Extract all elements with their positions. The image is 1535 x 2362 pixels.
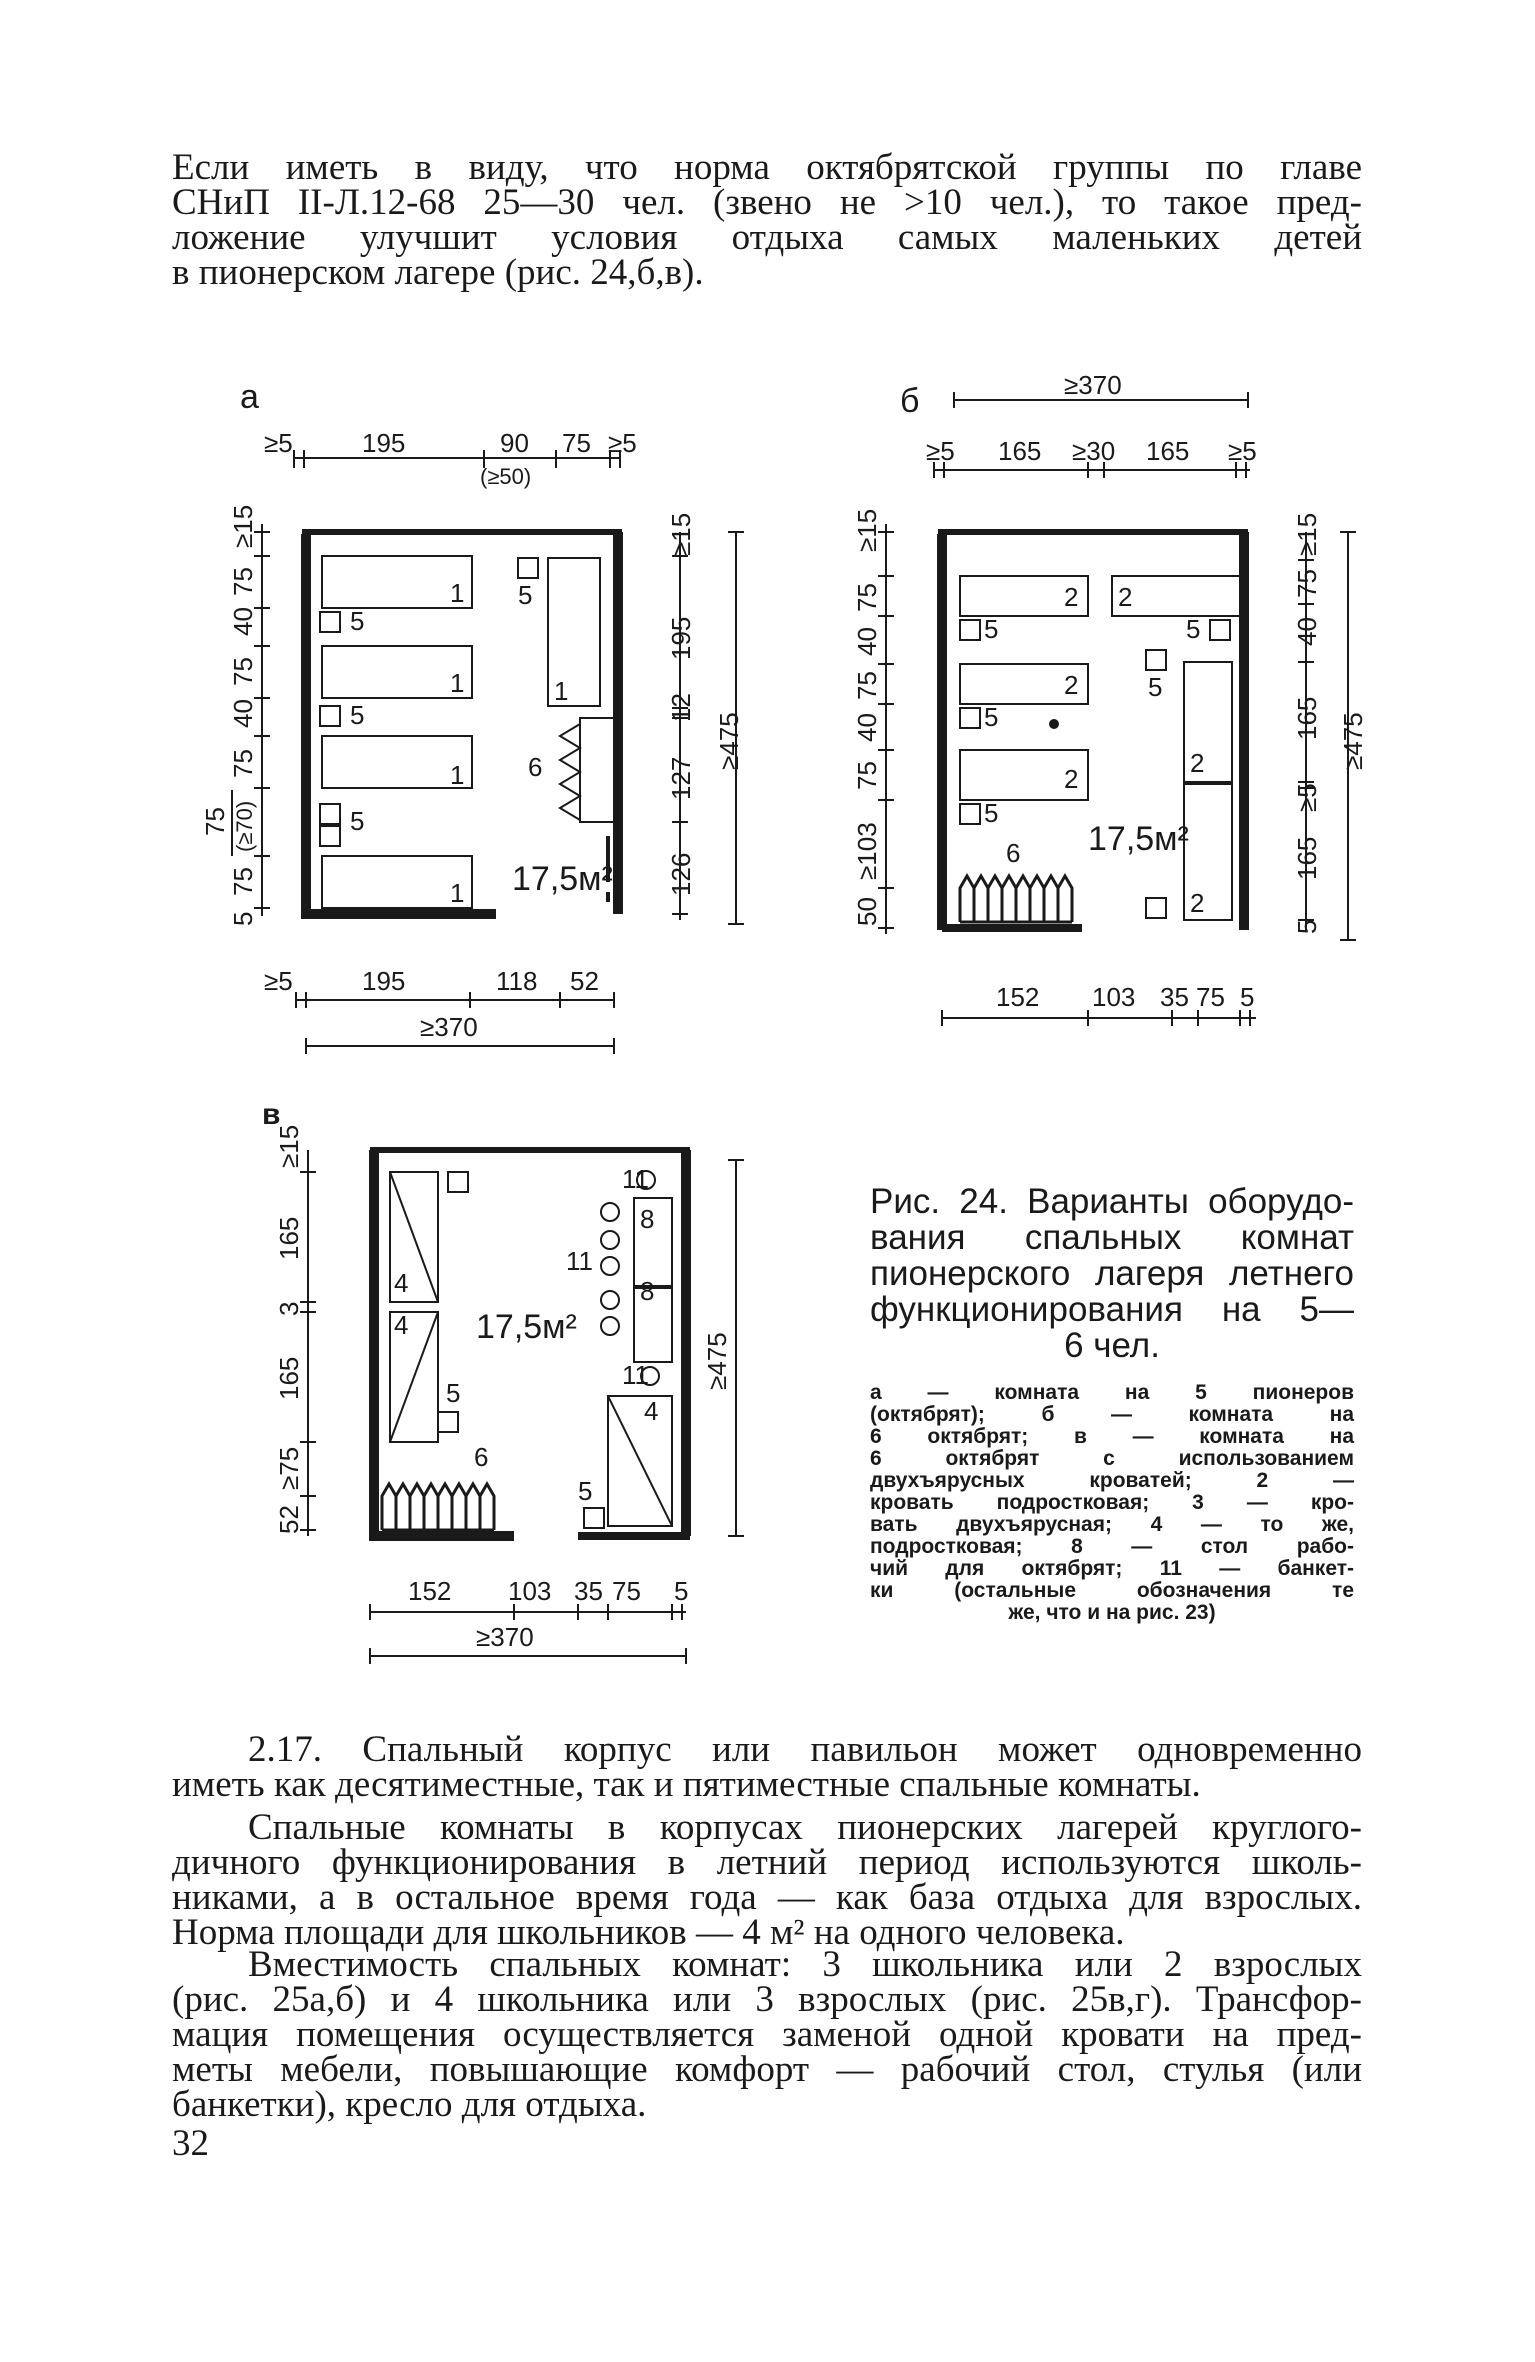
- text-line: банкетки), кресло для отдыха.: [172, 2084, 647, 2125]
- dim-label: ≥30: [1072, 436, 1116, 466]
- dim-label: 75: [1196, 982, 1225, 1012]
- dim-label: 152: [408, 1576, 452, 1606]
- item-number: 5: [984, 614, 999, 644]
- text-line: Норма площади для школьников — 4 м² на одного человека.: [172, 1912, 1125, 1953]
- dim-label: 75: [228, 657, 258, 686]
- dim-label: 40: [228, 699, 258, 728]
- figure-caption: [870, 1184, 1354, 1624]
- nightstand-icon: [448, 1172, 468, 1192]
- item-number: 11: [622, 1164, 649, 1194]
- item-number: 5: [350, 606, 365, 636]
- text-line: иметь как десятиместные, так и пятиместные спальные комнаты.: [172, 1764, 1201, 1805]
- dim-label: ≥15: [666, 512, 696, 556]
- dim-label: 195: [362, 428, 406, 458]
- dim-label: ≥75: [274, 1446, 304, 1490]
- dim-label: 75: [852, 583, 882, 612]
- caption-line: 6 чел.: [1064, 1326, 1160, 1365]
- dim-label: ≥5: [264, 966, 293, 996]
- item-number: 6: [1006, 838, 1021, 868]
- nightstand-icon: [320, 706, 340, 726]
- dim-label: 75: [852, 761, 882, 790]
- dim-label: ≥15: [1292, 512, 1322, 556]
- note-line: а — комната на 5 пионеров: [870, 1381, 1354, 1404]
- note-line: 6 октябрят с использованием: [870, 1447, 1354, 1470]
- caption-line: пионерского лагеря летнего: [870, 1254, 1354, 1293]
- item-number: 5: [446, 1378, 461, 1408]
- dim-label: 165: [274, 1216, 304, 1260]
- stool-icon: [601, 1231, 619, 1249]
- item-number: 2: [1064, 670, 1079, 700]
- dim-label: ≥5: [926, 436, 955, 466]
- nightstand-icon: [1146, 650, 1166, 670]
- nightstand-icon: [320, 804, 340, 824]
- item-number: 1: [450, 578, 465, 608]
- dim-label: 5: [674, 1576, 689, 1606]
- dim-label: 3: [274, 1301, 304, 1316]
- nightstand-icon: [320, 612, 340, 632]
- caption-title: [870, 1184, 1354, 1364]
- dim-label: 75: [228, 567, 258, 596]
- item-number: 11: [622, 1360, 649, 1390]
- text-line: мация помещения осуществляется заменой одной кровати на пред-: [172, 2014, 1362, 2055]
- text-line: меты мебели, повышающие комфорт — рабочий стол, стулья (или: [172, 2049, 1362, 2090]
- dim-label: 152: [996, 982, 1040, 1012]
- dim-label: ≥370: [420, 1012, 478, 1042]
- plan-b-label: б: [900, 382, 920, 420]
- note-line: подростковая; 8 — стол рабо-: [870, 1535, 1354, 1558]
- dim-label: ≥475: [1338, 712, 1368, 770]
- dim-label: 103: [1092, 982, 1136, 1012]
- note-line: вать двухъярусная; 4 — то же,: [870, 1513, 1354, 1536]
- dim-label: ≥5: [1228, 436, 1257, 466]
- text-line: (рис. 25а,б) и 4 школьника или 3 взрослых (рис. 25в,г). Трансфор-: [172, 1979, 1362, 2020]
- note-line: чий для октябрят; 11 — банкет-: [870, 1557, 1354, 1580]
- area-label: 17,5м²: [1088, 820, 1189, 858]
- item-number: 2: [1064, 582, 1079, 612]
- dim-label: 165: [1292, 696, 1322, 740]
- dim-label: (≥50): [480, 464, 532, 489]
- nightstand-icon: [960, 620, 980, 640]
- item-number: 1: [450, 878, 465, 908]
- dim-label: ≥370: [476, 1622, 534, 1652]
- nightstand-icon: [584, 1508, 604, 1528]
- dim-label: 195: [666, 616, 696, 660]
- stool-icon: [601, 1317, 619, 1335]
- nightstand-icon: [1210, 620, 1230, 640]
- item-number: 6: [528, 752, 543, 782]
- item-number: 5: [1186, 614, 1201, 644]
- dim-label: 40: [228, 607, 258, 636]
- item-number: 5: [984, 702, 999, 732]
- nightstand-icon: [1146, 898, 1166, 918]
- section-2-17: [172, 1729, 1362, 1805]
- item-number: 2: [1064, 764, 1079, 794]
- dim-label: ≥5: [608, 428, 637, 458]
- item-number: 5: [350, 806, 365, 836]
- text-line: дичного функционирования в летний период используются школь-: [172, 1842, 1362, 1883]
- text-line: Если иметь в виду, что норма октябрятской группы по главе: [172, 147, 1362, 188]
- note-line: кровать подростковая; 3 — кро-: [870, 1491, 1354, 1514]
- dim-label: 52: [274, 1505, 304, 1534]
- item-number: 11: [566, 1246, 593, 1276]
- dim-label: 127: [666, 756, 696, 800]
- dim-label: 5: [228, 911, 258, 926]
- dim-label: ≥15: [274, 1124, 304, 1168]
- dim-label: 35: [1160, 982, 1189, 1012]
- paragraph-2: [172, 1807, 1362, 1953]
- stool-icon: [601, 1291, 619, 1309]
- item-number: 4: [394, 1268, 409, 1298]
- dim-label: 165: [1292, 836, 1322, 880]
- dim-label: ≥15: [852, 508, 882, 552]
- text-line: 2.17. Спальный корпус или павильон может одновременно: [248, 1729, 1362, 1770]
- dim-label: 40: [852, 627, 882, 656]
- caption-notes: [870, 1382, 1354, 1624]
- dim-label: ≥5: [1292, 783, 1322, 812]
- dim-label: 35: [574, 1576, 603, 1606]
- dim-label: 165: [274, 1356, 304, 1400]
- dim-label: 50: [852, 897, 882, 926]
- dim-label: 75: [1292, 569, 1322, 598]
- caption-line: вания спальных комнат: [870, 1218, 1354, 1257]
- item-number: 8: [640, 1276, 655, 1306]
- note-line: 6 октябрят; в — комната на: [870, 1425, 1354, 1448]
- dim-label: 40: [852, 713, 882, 742]
- page-number: 32: [172, 2123, 209, 2164]
- dim-label: 40: [1292, 617, 1322, 646]
- dim-label: 52: [570, 966, 599, 996]
- text-line: никами, а в остальное время года — как база отдыха для взрослых.: [172, 1877, 1362, 1918]
- dim-label: 5: [1240, 982, 1255, 1012]
- nightstand-icon: [518, 558, 538, 578]
- dim-label: 165: [998, 436, 1042, 466]
- plan-v-label: в: [262, 1098, 281, 1131]
- text-line: СНиП II-Л.12-68 25—30 чел. (звено не >10 чел.), то такое пред-: [172, 182, 1362, 223]
- dim-label: 118: [496, 966, 538, 996]
- item-number: 6: [474, 1442, 489, 1472]
- text-line: Вместимость спальных комнат: 3 школьника или 2 взрослых: [248, 1944, 1362, 1985]
- dim-label: 12: [666, 693, 696, 722]
- area-label: 17,5м²: [512, 860, 613, 898]
- text-line: Спальные комнаты в корпусах пионерских лагерей круглого-: [248, 1807, 1362, 1848]
- dim-label: 75: [612, 1576, 641, 1606]
- caption-line: функционирования на 5—: [870, 1290, 1354, 1329]
- dim-label: (≥70): [232, 800, 257, 852]
- item-number: 5: [1148, 672, 1163, 702]
- item-number: 1: [450, 668, 465, 698]
- nightstand-icon: [320, 826, 340, 846]
- item-number: 1: [554, 676, 569, 706]
- dim-label: 75: [562, 428, 591, 458]
- dim-label: ≥370: [1064, 370, 1122, 400]
- item-number: 4: [644, 1396, 659, 1426]
- dim-label: ≥5: [264, 428, 293, 458]
- dim-label: ≥475: [702, 1332, 732, 1390]
- dim-label: 103: [508, 1576, 552, 1606]
- nightstand-icon: [960, 804, 980, 824]
- item-number: 5: [984, 798, 999, 828]
- note-line: двухъярусных кроватей; 2 —: [870, 1469, 1354, 1492]
- dim-label: 75: [228, 749, 258, 778]
- dim-label: 5: [1292, 919, 1322, 934]
- dim-label: 75: [228, 867, 258, 896]
- plan-b: [878, 392, 1356, 1026]
- dim-label: ≥15: [228, 504, 258, 548]
- note-line: (октябрят); б — комната на: [870, 1403, 1354, 1426]
- dim-label: 195: [362, 966, 406, 996]
- dim-label: 75: [852, 671, 882, 700]
- item-number: 5: [350, 700, 365, 730]
- dim-label: 90: [500, 428, 529, 458]
- item-number: 2: [1190, 888, 1205, 918]
- stool-icon: [601, 1203, 619, 1221]
- item-number: 4: [394, 1310, 409, 1340]
- plan-a-label: а: [240, 378, 259, 416]
- dim-label: 165: [1146, 436, 1190, 466]
- stool-icon: [601, 1257, 619, 1275]
- paragraph-3: [172, 1944, 1362, 2125]
- item-number: 2: [1190, 748, 1205, 778]
- nightstand-icon: [438, 1412, 458, 1432]
- item-number: 8: [640, 1204, 655, 1234]
- item-number: 5: [518, 580, 533, 610]
- item-number: 2: [1118, 582, 1133, 612]
- dim-label: ≥475: [714, 712, 744, 770]
- item-number: 1: [450, 760, 465, 790]
- text-line: в пионерском лагере (рис. 24,б,в).: [172, 252, 704, 293]
- area-label: 17,5м²: [476, 1308, 577, 1346]
- dim-label: 75: [200, 807, 230, 836]
- item-number: 5: [578, 1476, 593, 1506]
- dim-label: 126: [666, 852, 696, 896]
- note-line: же, что и на рис. 23): [1008, 1601, 1216, 1624]
- caption-line: Рис. 24. Варианты оборудо-: [870, 1182, 1354, 1221]
- nightstand-icon: [960, 708, 980, 728]
- text-line: ложение улучшит условия отдыха самых маленьких детей: [172, 217, 1362, 258]
- dim-label: ≥103: [852, 822, 882, 880]
- note-line: ки (остальные обозначения те: [870, 1579, 1354, 1602]
